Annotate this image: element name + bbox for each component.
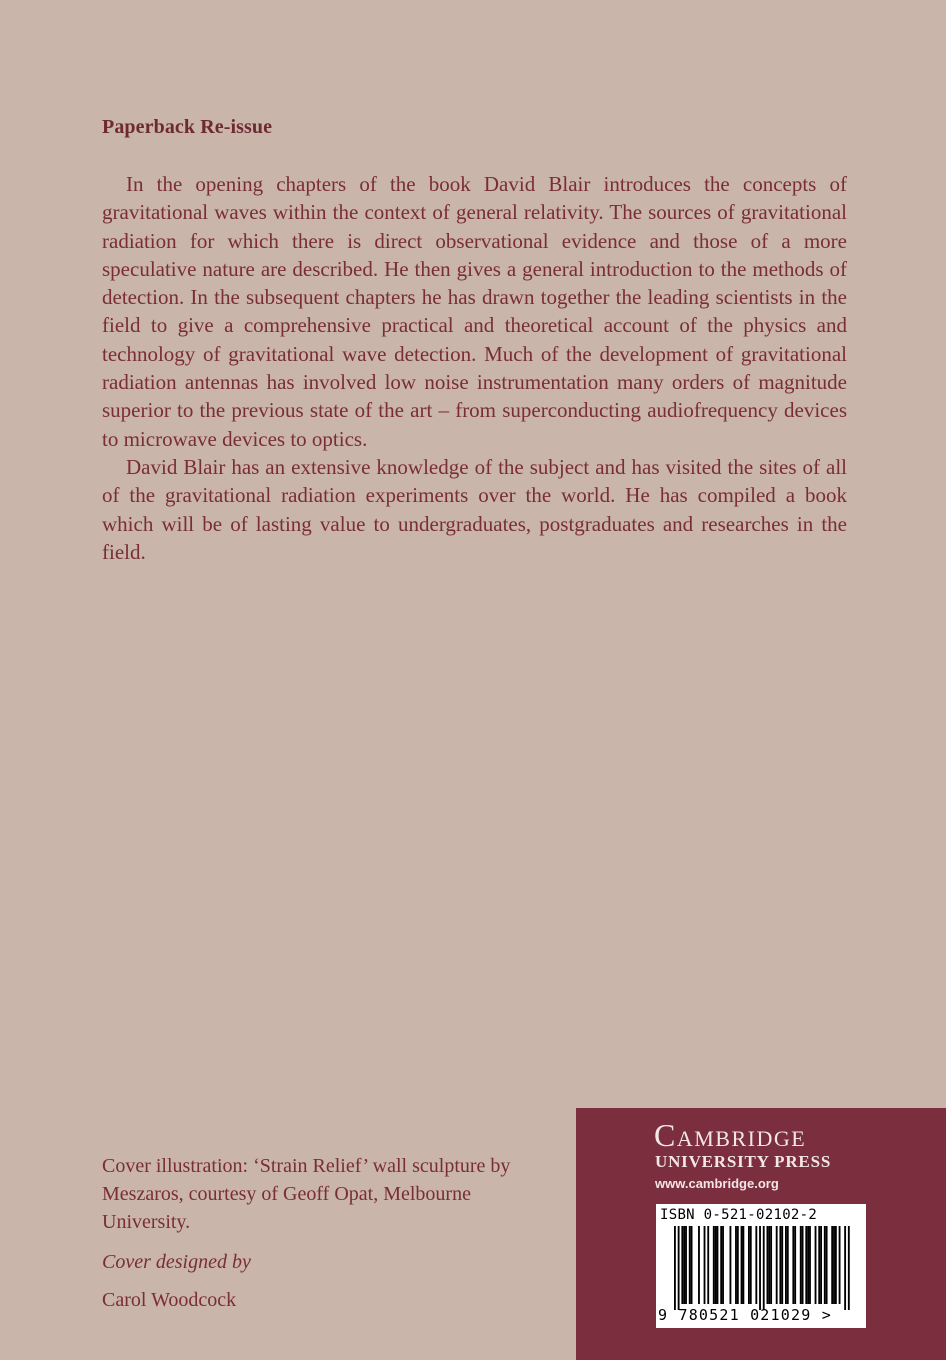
barcode-bar: [707, 1226, 709, 1304]
barcode-bar: [794, 1226, 796, 1304]
cover-designer-name: Carol Woodcock: [102, 1289, 237, 1311]
barcode-bar: [685, 1226, 687, 1304]
barcode-bar: [848, 1226, 850, 1310]
barcode-bar: [704, 1226, 706, 1304]
barcode-bar: [741, 1226, 743, 1304]
barcode-bar: [750, 1226, 752, 1304]
barcode-bar: [691, 1226, 693, 1304]
isbn-barcode: [656, 1204, 866, 1328]
blurb-paragraph-2: David Blair has an extensive knowledge of the subject and has visited the sites of all of the gravitational radiation experiments over the world. He has compiled a book which will be of lasting value to undergraduates, postgraduates and researches in the field.: [102, 454, 847, 564]
barcode-bar: [674, 1226, 676, 1310]
barcode-bar: [831, 1226, 833, 1304]
barcode-bar: [715, 1226, 717, 1304]
barcode-bar: [839, 1226, 841, 1304]
blurb-paragraph-1: In the opening chapters of the book David Blair introduces the concepts of gravitational waves within the context of general relativity. The sources of gravitational radiation for which there is direct observational evidence and those of a more speculative nature are described. He then gives a general introduction to the methods of detection. In the subsequent chapters he has drawn together the leading scientists in the field to give a comprehensive practical and theoretical account of the physics and technology of gravitational wave detection. Much of the development of gravitational radiation antennas has involved low noise instrumentation many orders of magnitude superior to the previous state of the art – from superconducting audiofrequency devices to microwave devices to optics.: [102, 172, 847, 451]
barcode-bar: [820, 1226, 822, 1304]
barcode-bar: [768, 1226, 770, 1304]
barcode-bar: [833, 1226, 835, 1304]
publisher-name: Cambridge: [654, 1117, 807, 1153]
book-blurb: [102, 170, 847, 566]
barcode-bar: [737, 1226, 739, 1304]
barcode-bar: [815, 1226, 817, 1304]
ean-digits: 9 780521 021029 >: [658, 1306, 832, 1324]
barcode-bar: [717, 1226, 719, 1304]
publisher-panel: [576, 1108, 946, 1360]
barcode-bar: [763, 1226, 765, 1310]
barcode-bar: [678, 1226, 680, 1310]
barcode-bar: [755, 1226, 757, 1304]
barcode-bar: [698, 1226, 700, 1304]
barcode-bar: [770, 1226, 772, 1304]
barcode-bar: [807, 1226, 809, 1304]
publisher-url: www.cambridge.org: [655, 1176, 779, 1191]
barcode-bar: [683, 1226, 685, 1304]
barcode-bar: [742, 1226, 744, 1304]
barcode-bar: [824, 1226, 826, 1304]
barcode-bar: [689, 1226, 691, 1304]
barcode-bar: [835, 1226, 837, 1304]
barcode-bar: [767, 1226, 769, 1304]
barcode-bar: [779, 1226, 781, 1304]
isbn-label: ISBN 0-521-02102-2: [660, 1207, 818, 1223]
barcode-bar: [781, 1226, 783, 1304]
barcode-bar: [785, 1226, 787, 1304]
barcode-bar: [748, 1226, 750, 1304]
barcode-bar: [776, 1226, 778, 1304]
cover-credits: [102, 1152, 522, 1312]
barcode-bar: [800, 1226, 802, 1304]
edition-heading: Paperback Re-issue: [102, 116, 273, 138]
barcode-bar: [713, 1226, 715, 1304]
barcode-bar: [809, 1226, 811, 1304]
barcode-bar: [802, 1226, 804, 1304]
barcode-bar: [730, 1226, 732, 1304]
barcode-bar: [722, 1226, 724, 1304]
barcode-bar: [844, 1226, 846, 1310]
cover-illustration-credit: Cover illustration: ‘Strain Relief’ wall sculpture by Meszaros, courtesy of Geoff Opat, Melbourne University.: [102, 1155, 511, 1233]
barcode-bar: [818, 1226, 820, 1304]
publisher-subtitle: UNIVERSITY PRESS: [655, 1152, 832, 1171]
barcode-bar: [826, 1226, 828, 1304]
barcode-bar: [681, 1226, 683, 1304]
barcode-bar: [720, 1226, 722, 1304]
barcode-bar: [787, 1226, 789, 1304]
barcode-bar: [759, 1226, 761, 1310]
cover-designed-by-label: Cover designed by: [102, 1251, 251, 1273]
barcode-bar: [792, 1226, 794, 1304]
barcode-bar: [735, 1226, 737, 1304]
barcode-bar: [805, 1226, 807, 1304]
